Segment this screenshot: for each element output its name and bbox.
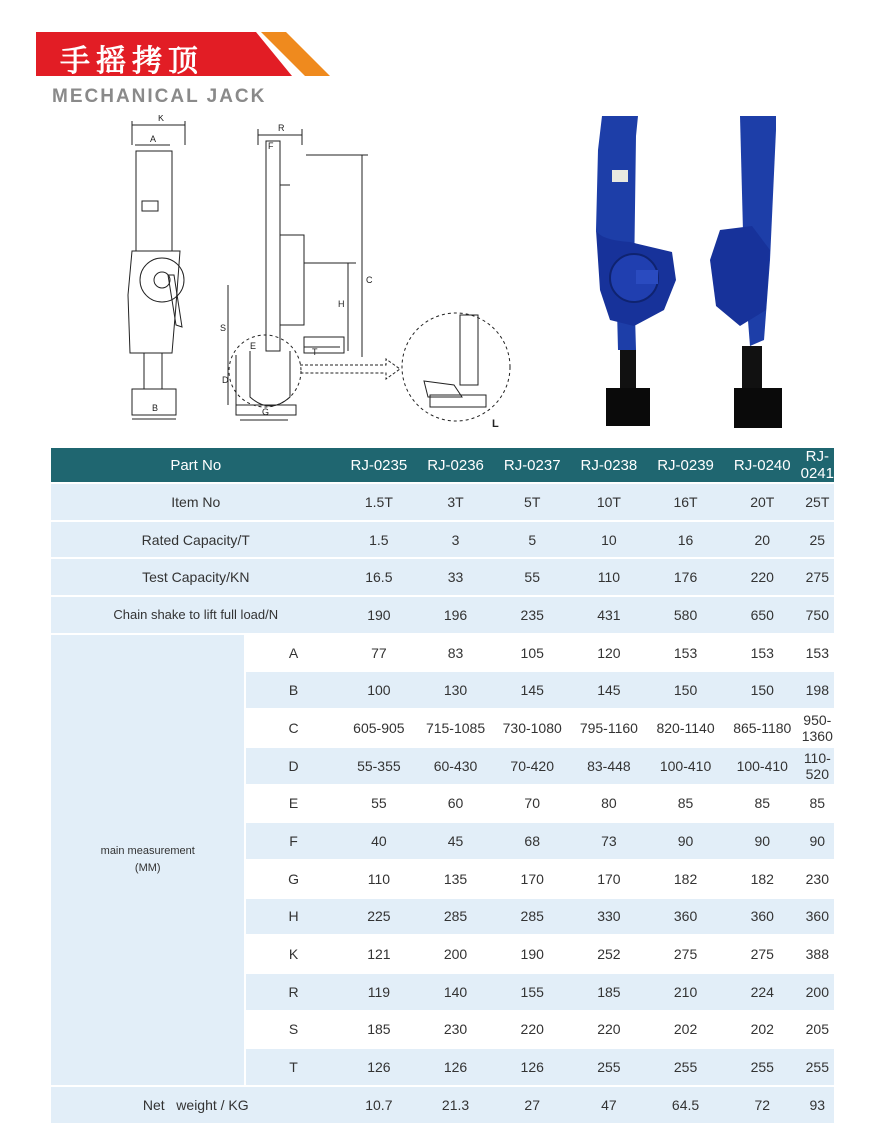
measure-value: 120 xyxy=(571,635,648,671)
measure-value: 55 xyxy=(341,786,418,822)
measure-value: 182 xyxy=(647,861,724,897)
measure-value: 275 xyxy=(647,936,724,972)
measure-value: 220 xyxy=(571,1012,648,1048)
row-value: 1.5 xyxy=(341,522,418,558)
label-c: C xyxy=(366,275,373,285)
measure-value: 70 xyxy=(494,786,571,822)
row-label: Rated Capacity/T xyxy=(51,522,341,558)
header-part-number: RJ-0241 xyxy=(800,448,834,482)
row-value: 110 xyxy=(571,559,648,595)
label-b: B xyxy=(152,403,159,413)
measure-label: R xyxy=(244,974,340,1010)
row-label: Net weight / KG xyxy=(51,1087,341,1123)
measure-value: 85 xyxy=(724,786,801,822)
label-r: R xyxy=(278,123,285,133)
measure-value: 119 xyxy=(341,974,418,1010)
measure-value: 105 xyxy=(494,635,571,671)
row-value: 275 xyxy=(801,559,834,595)
measure-value: 185 xyxy=(571,974,648,1010)
row-value: 27 xyxy=(494,1087,571,1123)
row-value: 20 xyxy=(724,522,801,558)
measure-value: 126 xyxy=(341,1049,418,1085)
measure-value: 40 xyxy=(341,823,418,859)
row-value: 750 xyxy=(801,597,834,633)
measure-value: 126 xyxy=(494,1049,571,1085)
measure-value: 950-1360 xyxy=(801,711,833,744)
measure-label: K xyxy=(244,936,340,972)
header-part-number: RJ-0239 xyxy=(647,448,724,482)
header-part-number: RJ-0238 xyxy=(571,448,648,482)
row-value: 220 xyxy=(724,559,801,595)
measure-value: 145 xyxy=(494,672,571,708)
measure-value: 200 xyxy=(417,936,494,972)
measure-value: 90 xyxy=(724,823,801,859)
measure-value: 255 xyxy=(571,1049,648,1085)
measure-value: 55-355 xyxy=(341,748,418,784)
measure-value: 77 xyxy=(341,635,418,671)
measure-value: 153 xyxy=(801,635,834,671)
row-value: 190 xyxy=(341,597,418,633)
measure-value: 795-1160 xyxy=(571,710,648,746)
measure-value: 182 xyxy=(724,861,801,897)
measure-value: 145 xyxy=(571,672,648,708)
measure-value: 285 xyxy=(494,899,571,935)
measure-value: 68 xyxy=(494,823,571,859)
group-label xyxy=(51,635,244,1085)
measure-value: 60-430 xyxy=(417,748,494,784)
measure-value: 360 xyxy=(801,899,834,935)
label-e: E xyxy=(250,341,257,351)
measure-value: 285 xyxy=(417,899,494,935)
row-value: 5 xyxy=(494,522,571,558)
measure-value: 100-410 xyxy=(647,748,724,784)
group-label-line2: (MM) xyxy=(134,861,161,874)
measure-value: 155 xyxy=(494,974,571,1010)
measure-value: 90 xyxy=(647,823,724,859)
measure-value: 224 xyxy=(724,974,801,1010)
row-value: 16.5 xyxy=(341,559,418,595)
measure-value: 185 xyxy=(341,1012,418,1048)
label-g: G xyxy=(262,407,270,417)
row-value: 650 xyxy=(724,597,801,633)
label-h: H xyxy=(338,299,345,309)
measure-value: 715-1085 xyxy=(417,710,494,746)
row-value: 3T xyxy=(417,484,494,520)
table-row xyxy=(51,597,834,633)
measure-value: 121 xyxy=(341,936,418,972)
row-label: Item No xyxy=(51,484,341,520)
measure-value: 150 xyxy=(724,672,801,708)
measure-value: 100-410 xyxy=(724,748,801,784)
row-value: 64.5 xyxy=(647,1087,724,1123)
header-part-no: Part No xyxy=(51,448,341,482)
measure-value: 225 xyxy=(341,899,418,935)
jack-photo xyxy=(580,110,800,435)
measure-value: 110-520 xyxy=(801,748,834,784)
label-t: T xyxy=(312,347,318,357)
title-banner xyxy=(36,32,292,79)
measure-value: 126 xyxy=(417,1049,494,1085)
measure-label: F xyxy=(244,823,340,859)
measure-value: 110 xyxy=(341,861,418,897)
row-label: Test Capacity/KN xyxy=(51,559,341,595)
page-title: 手摇拷顶 xyxy=(60,44,204,79)
row-value: 431 xyxy=(571,597,648,633)
measure-value: 820-1140 xyxy=(647,710,724,746)
measure-value: 255 xyxy=(647,1049,724,1085)
measure-label: E xyxy=(244,786,340,822)
row-value: 25T xyxy=(801,484,834,520)
measure-value: 730-1080 xyxy=(494,710,571,746)
measure-value: 210 xyxy=(647,974,724,1010)
measure-value: 220 xyxy=(494,1012,571,1048)
spec-table xyxy=(51,446,834,1125)
measure-value: 130 xyxy=(417,672,494,708)
measure-value: 83-448 xyxy=(571,748,648,784)
measure-value: 275 xyxy=(724,936,801,972)
measure-value: 45 xyxy=(417,823,494,859)
table-row xyxy=(51,635,834,671)
measure-value: 153 xyxy=(724,635,801,671)
measure-value: 360 xyxy=(724,899,801,935)
label-d: D xyxy=(222,375,229,385)
measure-value: 198 xyxy=(801,672,834,708)
measure-value: 202 xyxy=(647,1012,724,1048)
measure-label: A xyxy=(244,635,340,671)
measure-label: C xyxy=(244,710,340,746)
measure-value: 865-1180 xyxy=(724,710,801,746)
row-value: 72 xyxy=(724,1087,801,1123)
measure-value: 60 xyxy=(417,786,494,822)
measure-value: 205 xyxy=(801,1012,834,1048)
row-value: 176 xyxy=(647,559,724,595)
measure-label: G xyxy=(244,861,340,897)
row-value: 16 xyxy=(647,522,724,558)
measure-label: D xyxy=(244,748,340,784)
table-row xyxy=(51,484,834,520)
measure-value: 153 xyxy=(647,635,724,671)
measure-value: 70-420 xyxy=(494,748,571,784)
measure-value: 80 xyxy=(571,786,648,822)
measure-value: 605-905 xyxy=(341,710,418,746)
measure-label: S xyxy=(244,1012,340,1048)
table-row xyxy=(51,559,834,595)
measure-value: 83 xyxy=(417,635,494,671)
measure-value: 90 xyxy=(801,823,834,859)
measure-value: 230 xyxy=(801,861,834,897)
table-body xyxy=(51,484,834,1123)
jack-side-view xyxy=(710,116,782,428)
measure-value: 73 xyxy=(571,823,648,859)
row-value: 93 xyxy=(801,1087,834,1123)
measure-label: B xyxy=(244,672,340,708)
header-part-number: RJ-0237 xyxy=(494,448,571,482)
row-value: 10 xyxy=(571,522,648,558)
measure-value: 360 xyxy=(647,899,724,935)
row-value: 33 xyxy=(417,559,494,595)
row-label: Chain shake to lift full load/N xyxy=(51,597,341,633)
page-subtitle: MECHANICAL JACK xyxy=(52,86,267,107)
measure-value: 255 xyxy=(801,1049,834,1085)
measure-value: 85 xyxy=(647,786,724,822)
label-k: K xyxy=(158,115,165,123)
measure-value: 252 xyxy=(571,936,648,972)
header-part-number: RJ-0236 xyxy=(417,448,494,482)
measure-label: H xyxy=(244,899,340,935)
measure-value: 135 xyxy=(417,861,494,897)
technical-drawing xyxy=(110,115,530,435)
row-value: 21.3 xyxy=(417,1087,494,1123)
label-l: L xyxy=(492,418,499,430)
measure-value: 170 xyxy=(494,861,571,897)
label-s: S xyxy=(220,323,227,333)
row-value: 47 xyxy=(571,1087,648,1123)
row-value: 235 xyxy=(494,597,571,633)
row-value: 10T xyxy=(571,484,648,520)
table-row xyxy=(51,1087,834,1123)
measure-value: 202 xyxy=(724,1012,801,1048)
measure-value: 388 xyxy=(801,936,834,972)
table-header xyxy=(51,448,834,482)
label-a: A xyxy=(150,134,157,144)
measure-value: 190 xyxy=(494,936,571,972)
measure-value: 230 xyxy=(417,1012,494,1048)
measure-value: 330 xyxy=(571,899,648,935)
jack-front-view xyxy=(596,116,676,426)
measure-value: 150 xyxy=(647,672,724,708)
row-value: 5T xyxy=(494,484,571,520)
measure-value: 255 xyxy=(724,1049,801,1085)
measure-value: 170 xyxy=(571,861,648,897)
row-value: 3 xyxy=(417,522,494,558)
measure-value: 100 xyxy=(341,672,418,708)
row-value: 25 xyxy=(801,522,834,558)
table-row xyxy=(51,522,834,558)
header-row xyxy=(51,448,834,482)
row-value: 20T xyxy=(724,484,801,520)
measure-value: 200 xyxy=(801,974,834,1010)
measure-label: T xyxy=(244,1049,340,1085)
row-value: 1.5T xyxy=(341,484,418,520)
row-value: 196 xyxy=(417,597,494,633)
label-f: F xyxy=(268,141,274,151)
row-value: 580 xyxy=(647,597,724,633)
group-label-line1: main measurement xyxy=(100,844,195,857)
header-part-number: RJ-0235 xyxy=(341,448,418,482)
header-part-number: RJ-0240 xyxy=(724,448,801,482)
measure-value: 140 xyxy=(417,974,494,1010)
measure-value: 85 xyxy=(801,786,834,822)
row-value: 10.7 xyxy=(341,1087,418,1123)
row-value: 55 xyxy=(494,559,571,595)
row-value: 16T xyxy=(647,484,724,520)
